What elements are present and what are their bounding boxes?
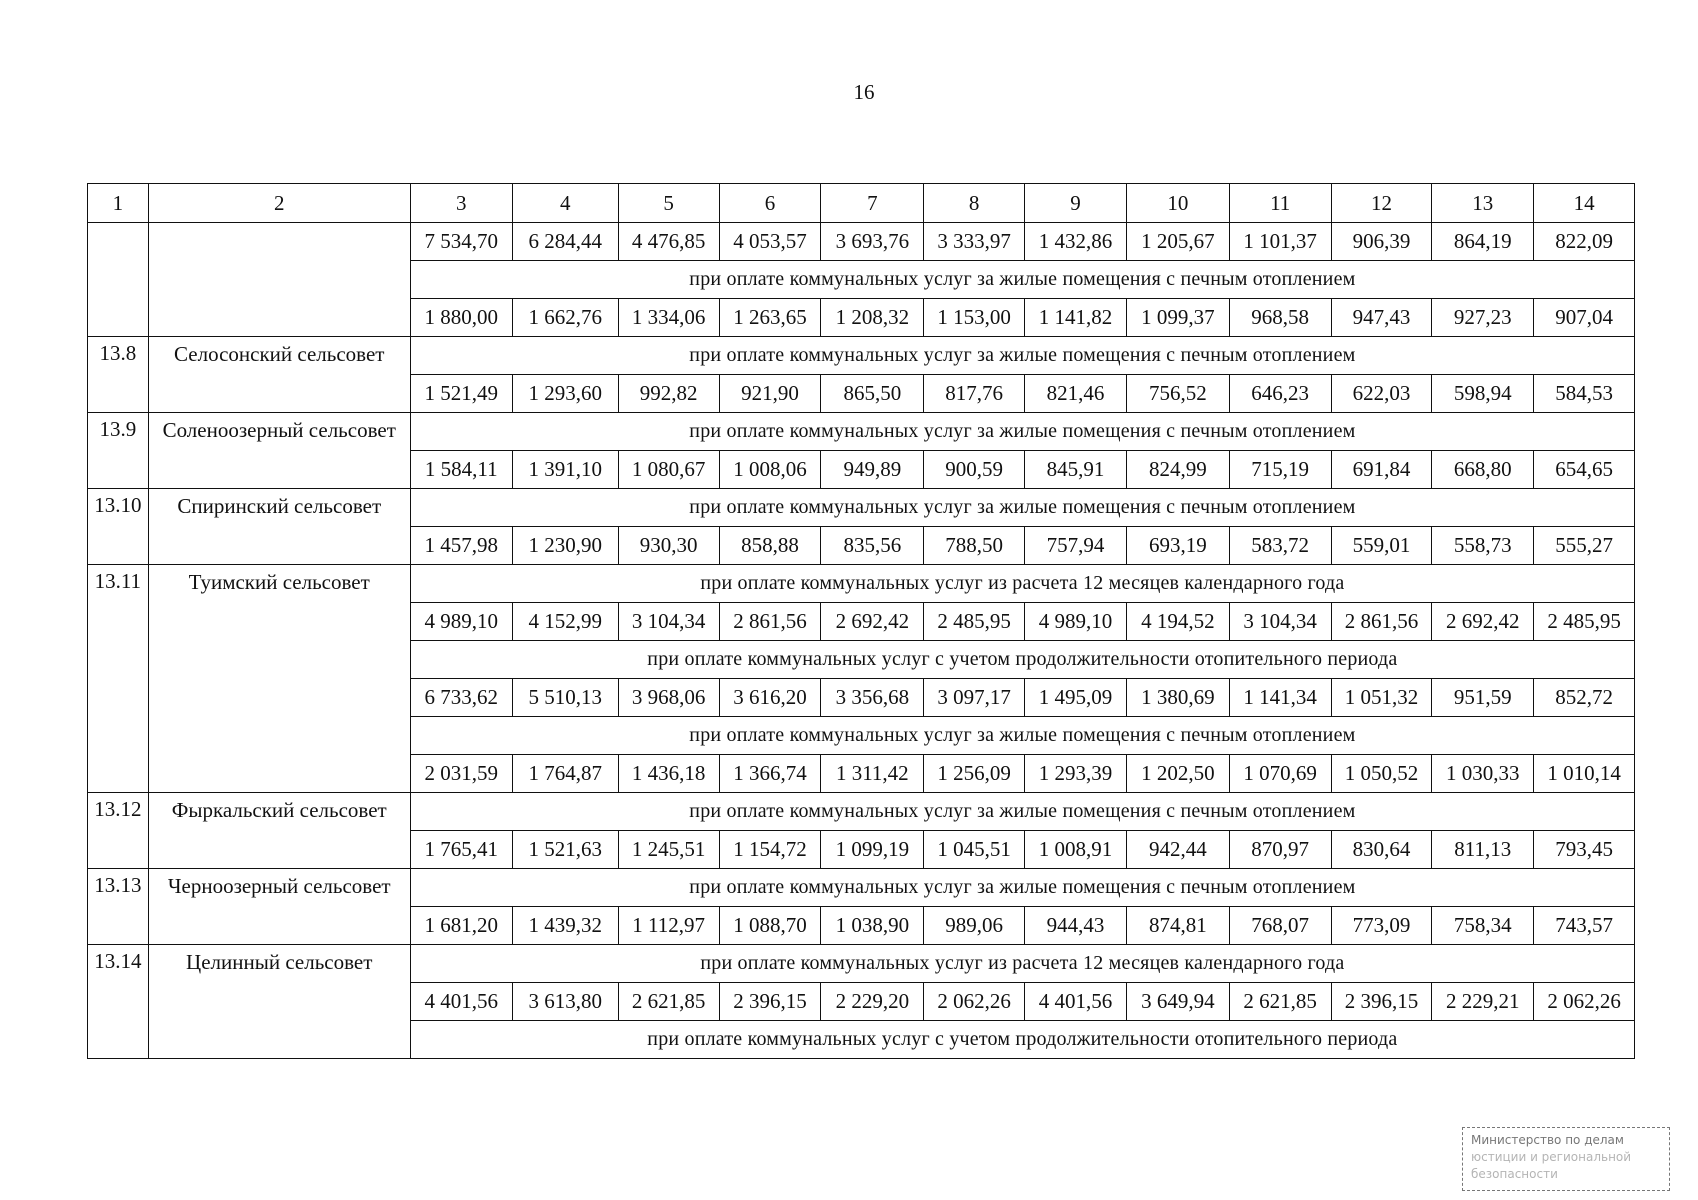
note-row bbox=[88, 793, 1635, 831]
value-cell: 4 053,57 bbox=[719, 223, 821, 261]
value-cell: 1 681,20 bbox=[410, 907, 512, 945]
value-cell: 830,64 bbox=[1331, 831, 1432, 869]
value-cell: 1 311,42 bbox=[821, 755, 924, 793]
column-number-cell: 3 bbox=[410, 184, 512, 223]
value-cell: 622,03 bbox=[1331, 375, 1432, 413]
value-cell: 1 205,67 bbox=[1126, 223, 1229, 261]
tariff-condition-note: при оплате коммунальных услуг из расчета 12 месяцев календарного года bbox=[410, 945, 1634, 983]
value-cell: 1 099,37 bbox=[1126, 299, 1229, 337]
column-number-cell: 10 bbox=[1126, 184, 1229, 223]
settlement-name-cell: Целинный сельсовет bbox=[148, 945, 410, 1059]
value-cell: 2 861,56 bbox=[1331, 603, 1432, 641]
column-number-cell: 7 bbox=[821, 184, 924, 223]
value-cell: 1 391,10 bbox=[512, 451, 618, 489]
value-cell: 852,72 bbox=[1534, 679, 1635, 717]
row-number-cell: 13.12 bbox=[88, 793, 149, 869]
value-cell: 874,81 bbox=[1126, 907, 1229, 945]
value-cell: 1 030,33 bbox=[1432, 755, 1534, 793]
row-number-cell: 13.11 bbox=[88, 565, 149, 793]
row-number-cell: 13.13 bbox=[88, 869, 149, 945]
page-number: 16 bbox=[853, 80, 875, 104]
value-cell: 1 256,09 bbox=[924, 755, 1025, 793]
value-cell: 821,46 bbox=[1025, 375, 1127, 413]
value-cell: 949,89 bbox=[821, 451, 924, 489]
value-cell: 1 141,34 bbox=[1229, 679, 1331, 717]
value-cell: 2 396,15 bbox=[1331, 983, 1432, 1021]
tariff-condition-note: при оплате коммунальных услуг за жилые помещения с печным отоплением bbox=[410, 793, 1634, 831]
value-cell: 1 764,87 bbox=[512, 755, 618, 793]
value-cell: 2 485,95 bbox=[924, 603, 1025, 641]
value-cell: 1 293,39 bbox=[1025, 755, 1127, 793]
value-cell: 907,04 bbox=[1534, 299, 1635, 337]
value-cell: 654,65 bbox=[1534, 451, 1635, 489]
note-row bbox=[88, 489, 1635, 527]
value-cell: 989,06 bbox=[924, 907, 1025, 945]
value-cell: 4 152,99 bbox=[512, 603, 618, 641]
value-cell: 6 733,62 bbox=[410, 679, 512, 717]
value-cell: 968,58 bbox=[1229, 299, 1331, 337]
value-cell: 3 616,20 bbox=[719, 679, 821, 717]
value-cell: 668,80 bbox=[1432, 451, 1534, 489]
tariff-condition-note: при оплате коммунальных услуг за жилые помещения с печным отоплением bbox=[410, 489, 1634, 527]
value-cell: 951,59 bbox=[1432, 679, 1534, 717]
value-cell: 2 861,56 bbox=[719, 603, 821, 641]
value-cell: 1 457,98 bbox=[410, 527, 512, 565]
value-cell: 942,44 bbox=[1126, 831, 1229, 869]
row-number-cell: 13.8 bbox=[88, 337, 149, 413]
value-cell: 4 476,85 bbox=[618, 223, 719, 261]
tariff-condition-note: при оплате коммунальных услуг за жилые помещения с печным отоплением bbox=[410, 337, 1634, 375]
value-cell: 793,45 bbox=[1534, 831, 1635, 869]
value-cell: 4 401,56 bbox=[410, 983, 512, 1021]
value-cell: 583,72 bbox=[1229, 527, 1331, 565]
tariff-condition-note: при оплате коммунальных услуг с учетом продолжительности отопительного периода bbox=[410, 1021, 1634, 1059]
value-cell: 2 062,26 bbox=[1534, 983, 1635, 1021]
value-cell: 1 153,00 bbox=[924, 299, 1025, 337]
value-cell: 3 104,34 bbox=[1229, 603, 1331, 641]
value-cell: 1 245,51 bbox=[618, 831, 719, 869]
value-cell: 3 649,94 bbox=[1126, 983, 1229, 1021]
value-cell: 5 510,13 bbox=[512, 679, 618, 717]
note-row bbox=[88, 413, 1635, 451]
value-cell: 1 101,37 bbox=[1229, 223, 1331, 261]
value-cell: 864,19 bbox=[1432, 223, 1534, 261]
value-cell: 1 230,90 bbox=[512, 527, 618, 565]
registration-stamp bbox=[1462, 1127, 1670, 1191]
value-cell: 1 141,82 bbox=[1025, 299, 1127, 337]
value-cell: 1 208,32 bbox=[821, 299, 924, 337]
value-cell: 2 485,95 bbox=[1534, 603, 1635, 641]
value-cell: 3 104,34 bbox=[618, 603, 719, 641]
value-cell: 773,09 bbox=[1331, 907, 1432, 945]
settlement-name-cell: Соленоозерный сельсовет bbox=[148, 413, 410, 489]
tariff-condition-note: при оплате коммунальных услуг за жилые помещения с печным отоплением bbox=[410, 261, 1634, 299]
value-cell: 555,27 bbox=[1534, 527, 1635, 565]
value-cell: 2 229,21 bbox=[1432, 983, 1534, 1021]
value-cell: 4 401,56 bbox=[1025, 983, 1127, 1021]
value-cell: 768,07 bbox=[1229, 907, 1331, 945]
column-number-cell: 14 bbox=[1534, 184, 1635, 223]
column-number-cell: 6 bbox=[719, 184, 821, 223]
column-number-cell: 13 bbox=[1432, 184, 1534, 223]
value-cell: 691,84 bbox=[1331, 451, 1432, 489]
row-number-cell: 13.14 bbox=[88, 945, 149, 1059]
value-cell: 822,09 bbox=[1534, 223, 1635, 261]
settlement-name-cell: Селосонский сельсовет bbox=[148, 337, 410, 413]
value-cell: 1 880,00 bbox=[410, 299, 512, 337]
value-cell: 947,43 bbox=[1331, 299, 1432, 337]
value-cell: 1 010,14 bbox=[1534, 755, 1635, 793]
value-cell: 865,50 bbox=[821, 375, 924, 413]
value-cell: 1 366,74 bbox=[719, 755, 821, 793]
value-cell: 558,73 bbox=[1432, 527, 1534, 565]
value-cell: 1 154,72 bbox=[719, 831, 821, 869]
value-cell: 788,50 bbox=[924, 527, 1025, 565]
note-row bbox=[88, 945, 1635, 983]
value-cell: 2 692,42 bbox=[821, 603, 924, 641]
value-cell: 1 045,51 bbox=[924, 831, 1025, 869]
value-cell: 1 050,52 bbox=[1331, 755, 1432, 793]
value-cell: 4 989,10 bbox=[410, 603, 512, 641]
tariff-table bbox=[87, 183, 1635, 1059]
value-cell: 3 356,68 bbox=[821, 679, 924, 717]
value-cell: 2 229,20 bbox=[821, 983, 924, 1021]
value-cell: 1 112,97 bbox=[618, 907, 719, 945]
value-cell: 992,82 bbox=[618, 375, 719, 413]
value-cell: 1 293,60 bbox=[512, 375, 618, 413]
value-cell: 646,23 bbox=[1229, 375, 1331, 413]
value-cell: 1 202,50 bbox=[1126, 755, 1229, 793]
column-number-cell: 2 bbox=[148, 184, 410, 223]
tariff-condition-note: при оплате коммунальных услуг с учетом продолжительности отопительного периода bbox=[410, 641, 1634, 679]
value-cell: 944,43 bbox=[1025, 907, 1127, 945]
tariff-condition-note: при оплате коммунальных услуг за жилые помещения с печным отоплением bbox=[410, 869, 1634, 907]
value-cell: 4 194,52 bbox=[1126, 603, 1229, 641]
settlement-name-cell: Спиринский сельсовет bbox=[148, 489, 410, 565]
value-cell: 3 333,97 bbox=[924, 223, 1025, 261]
row-number-cell bbox=[88, 223, 149, 337]
value-cell: 1 051,32 bbox=[1331, 679, 1432, 717]
value-cell: 2 692,42 bbox=[1432, 603, 1534, 641]
value-cell: 1 765,41 bbox=[410, 831, 512, 869]
value-cell: 1 432,86 bbox=[1025, 223, 1127, 261]
value-cell: 811,13 bbox=[1432, 831, 1534, 869]
value-cell: 835,56 bbox=[821, 527, 924, 565]
value-cell: 715,19 bbox=[1229, 451, 1331, 489]
column-number-cell: 5 bbox=[618, 184, 719, 223]
value-cell: 4 989,10 bbox=[1025, 603, 1127, 641]
value-cell: 906,39 bbox=[1331, 223, 1432, 261]
row-number-cell: 13.9 bbox=[88, 413, 149, 489]
value-cell: 758,34 bbox=[1432, 907, 1534, 945]
tariff-condition-note: при оплате коммунальных услуг за жилые помещения с печным отоплением bbox=[410, 717, 1634, 755]
value-cell: 2 621,85 bbox=[618, 983, 719, 1021]
value-cell: 1 080,67 bbox=[618, 451, 719, 489]
value-cell: 1 334,06 bbox=[618, 299, 719, 337]
column-number-cell: 4 bbox=[512, 184, 618, 223]
value-cell: 1 662,76 bbox=[512, 299, 618, 337]
value-cell: 1 008,91 bbox=[1025, 831, 1127, 869]
value-cell: 1 439,32 bbox=[512, 907, 618, 945]
header-row bbox=[88, 184, 1635, 223]
stamp-line: Министерство по делам bbox=[1471, 1133, 1624, 1147]
value-cell: 1 088,70 bbox=[719, 907, 821, 945]
value-cell: 6 284,44 bbox=[512, 223, 618, 261]
settlement-name-cell bbox=[148, 223, 410, 337]
value-cell: 921,90 bbox=[719, 375, 821, 413]
value-cell: 559,01 bbox=[1331, 527, 1432, 565]
value-cell: 1 038,90 bbox=[821, 907, 924, 945]
value-cell: 2 396,15 bbox=[719, 983, 821, 1021]
value-cell: 757,94 bbox=[1025, 527, 1127, 565]
settlement-name-cell: Фыркальский сельсовет bbox=[148, 793, 410, 869]
row-number-cell: 13.10 bbox=[88, 489, 149, 565]
column-number-cell: 8 bbox=[924, 184, 1025, 223]
settlement-name-cell: Туимский сельсовет bbox=[148, 565, 410, 793]
value-cell: 2 621,85 bbox=[1229, 983, 1331, 1021]
settlement-name-cell: Черноозерный сельсовет bbox=[148, 869, 410, 945]
value-cell: 1 521,63 bbox=[512, 831, 618, 869]
value-cell: 870,97 bbox=[1229, 831, 1331, 869]
value-cell: 1 099,19 bbox=[821, 831, 924, 869]
column-number-cell: 1 bbox=[88, 184, 149, 223]
value-cell: 824,99 bbox=[1126, 451, 1229, 489]
tariff-condition-note: при оплате коммунальных услуг из расчета 12 месяцев календарного года bbox=[410, 565, 1634, 603]
value-cell: 743,57 bbox=[1534, 907, 1635, 945]
value-cell: 930,30 bbox=[618, 527, 719, 565]
tariff-condition-note: при оплате коммунальных услуг за жилые помещения с печным отоплением bbox=[410, 413, 1634, 451]
value-cell: 1 521,49 bbox=[410, 375, 512, 413]
value-cell: 1 263,65 bbox=[719, 299, 821, 337]
note-row bbox=[88, 337, 1635, 375]
value-cell: 900,59 bbox=[924, 451, 1025, 489]
value-cell: 1 436,18 bbox=[618, 755, 719, 793]
value-cell: 3 613,80 bbox=[512, 983, 618, 1021]
column-number-cell: 9 bbox=[1025, 184, 1127, 223]
value-cell: 7 534,70 bbox=[410, 223, 512, 261]
value-cell: 1 584,11 bbox=[410, 451, 512, 489]
value-cell: 845,91 bbox=[1025, 451, 1127, 489]
value-cell: 3 097,17 bbox=[924, 679, 1025, 717]
value-cell: 927,23 bbox=[1432, 299, 1534, 337]
value-cell: 693,19 bbox=[1126, 527, 1229, 565]
value-cell: 1 380,69 bbox=[1126, 679, 1229, 717]
value-cell: 598,94 bbox=[1432, 375, 1534, 413]
value-cell: 2 062,26 bbox=[924, 983, 1025, 1021]
value-cell: 1 495,09 bbox=[1025, 679, 1127, 717]
value-cell: 3 693,76 bbox=[821, 223, 924, 261]
value-cell: 756,52 bbox=[1126, 375, 1229, 413]
value-cell: 2 031,59 bbox=[410, 755, 512, 793]
value-cell: 1 008,06 bbox=[719, 451, 821, 489]
note-row bbox=[88, 565, 1635, 603]
value-cell: 817,76 bbox=[924, 375, 1025, 413]
value-cell: 858,88 bbox=[719, 527, 821, 565]
values-row bbox=[88, 223, 1635, 261]
value-cell: 584,53 bbox=[1534, 375, 1635, 413]
note-row bbox=[88, 869, 1635, 907]
column-number-cell: 11 bbox=[1229, 184, 1331, 223]
value-cell: 3 968,06 bbox=[618, 679, 719, 717]
value-cell: 1 070,69 bbox=[1229, 755, 1331, 793]
column-number-cell: 12 bbox=[1331, 184, 1432, 223]
stamp-line: безопасности bbox=[1471, 1167, 1558, 1181]
stamp-line: юстиции и региональной bbox=[1471, 1150, 1632, 1164]
